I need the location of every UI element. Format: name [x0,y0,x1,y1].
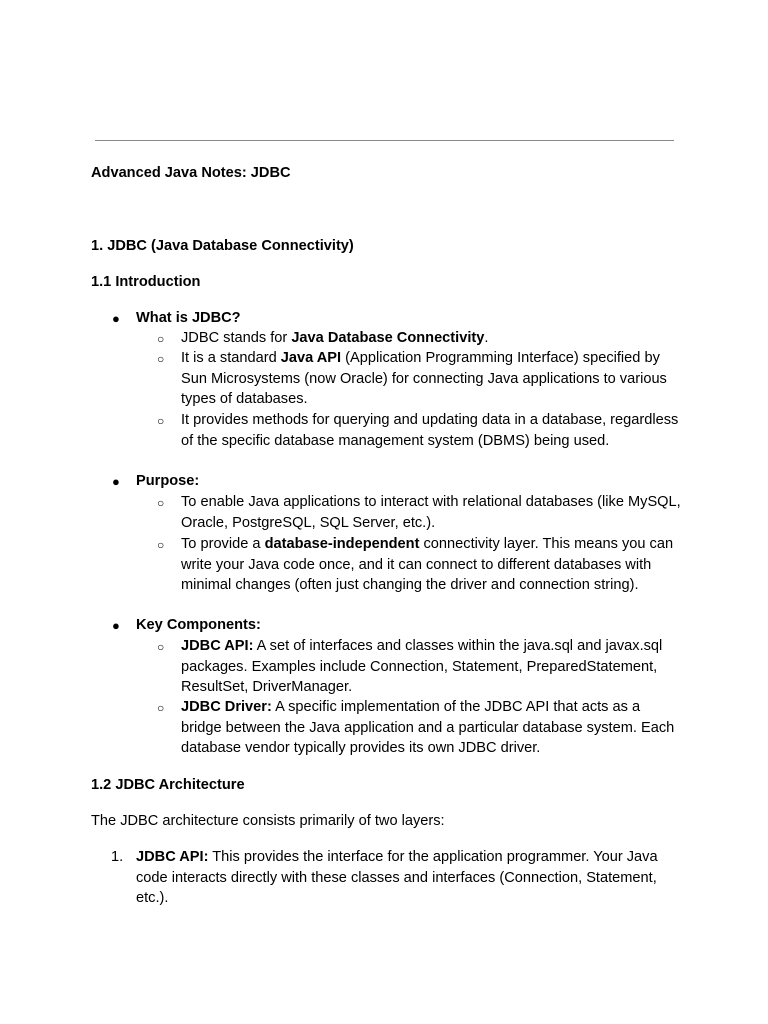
key-components-heading: Key Components: [136,617,261,633]
key-component-jdbc-driver [181,697,681,759]
architecture-item-1 [136,847,681,909]
bullet-icon: ● [112,618,120,633]
bullet-icon: ● [112,311,120,326]
bold-term: Java API [280,350,342,366]
bold-term: JDBC API: [136,849,209,865]
sub-bullet-icon: ○ [157,538,165,552]
what-is-item-3: It provides methods for querying and updating data in a database, regardless of the specific database management system (DBMS) being used. [181,412,679,449]
sub-bullet-icon: ○ [157,414,165,428]
purpose-heading: Purpose: [136,473,200,489]
section-1-1-heading: 1.1 Introduction [91,274,201,290]
bold-term: database-independent [264,536,420,552]
architecture-intro: The JDBC architecture consists primarily of two layers: [91,813,445,829]
sub-bullet-icon: ○ [157,332,165,346]
list-number: 1. [111,849,124,865]
key-component-jdbc-api [181,636,681,698]
sub-bullet-icon: ○ [157,640,165,654]
text-segment: To provide a [181,536,265,552]
bullet-icon: ● [112,474,120,489]
document-title: Advanced Java Notes: JDBC [91,165,291,181]
text-segment: . [484,330,489,346]
sub-bullet-icon: ○ [157,701,165,715]
sub-bullet-icon: ○ [157,496,165,510]
what-is-jdbc-heading: What is JDBC? [136,310,241,326]
text-segment: It is a standard [181,350,281,366]
text-segment: connectivity layer. This means you can write your Java code once, and it can connect to different databases with minimal changes (often just changing the driver and connection string). [181,536,674,593]
horizontal-rule [95,140,674,141]
bold-term: Java Database Connectivity [291,330,485,346]
bold-term: JDBC Driver: [181,699,272,715]
text-segment: JDBC stands for [181,330,292,346]
text-segment: A set of interfaces and classes within the java.sql and javax.sql packages. Examples include Connection, Statement, PreparedStatement, ResultSet, DriverManager. [181,638,663,695]
text-segment: (Application Programming Interface) specified by Sun Microsystems (now Oracle) for connecting Java applications to various types of databases. [181,350,667,407]
text-segment: This provides the interface for the application programmer. Your Java code interacts directly with these classes and interfaces (Connection, Statement, etc.). [136,849,658,906]
bold-term: JDBC API: [181,638,254,654]
purpose-item-1: To enable Java applications to interact with relational databases (like MySQL, Oracle, PostgreSQL, SQL Server, etc.). [181,494,681,531]
what-is-item-1 [181,328,681,349]
what-is-item-2 [181,348,681,410]
text-segment: A specific implementation of the JDBC API that acts as a bridge between the Java application and a particular database system. Each database vendor typically provides its own JDBC driver. [181,699,675,756]
sub-bullet-icon: ○ [157,352,165,366]
purpose-item-2 [181,534,681,596]
section-1-heading: 1. JDBC (Java Database Connectivity) [91,238,354,254]
section-1-2-heading: 1.2 JDBC Architecture [91,777,245,793]
